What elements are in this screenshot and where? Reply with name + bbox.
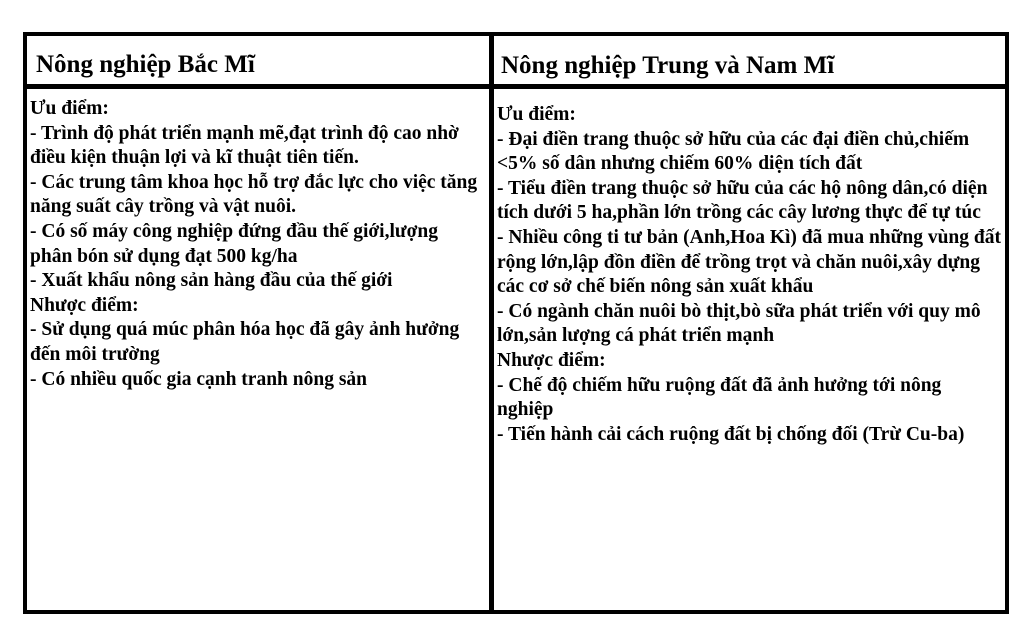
- list-item: - Có nhiều quốc gia cạnh tranh nông sản: [30, 368, 368, 390]
- list-item: - Trình độ phát triển mạnh mẽ,đạt trình độ cao nhờ điều kiện thuận lợi và kĩ thuật tiên tiến.: [30, 122, 459, 169]
- column-divider: [489, 32, 494, 614]
- cell-north-america: [30, 97, 485, 392]
- cell-central-south-america: [497, 103, 1002, 447]
- list-item: - Đại điền trang thuộc sở hữu của các đại điền chủ,chiếm <5% số dân nhưng chiếm 60% diện tích đất: [497, 128, 970, 175]
- advantages-label: Ưu điểm:: [497, 104, 576, 125]
- disadvantages-label: Nhược điểm:: [497, 349, 606, 371]
- list-item: - Có số máy công nghiệp đứng đầu thế giới,lượng phân bón sử dụng đạt 500 kg/ha: [30, 220, 438, 267]
- list-item: - Tiểu điền trang thuộc sở hữu của các hộ nông dân,có diện tích dưới 5 ha,phần lớn trồng các cây lương thực để tự túc: [497, 177, 988, 224]
- list-item: - Tiến hành cải cách ruộng đất bị chống đối (Trừ Cu-ba): [497, 423, 965, 445]
- header-north-america: Nông nghiệp Bắc Mĩ: [36, 51, 255, 78]
- advantages-label: Ưu điểm:: [30, 98, 109, 119]
- list-item: - Sử dụng quá múc phân hóa học đã gây ảnh hưởng đến môi trường: [30, 319, 460, 365]
- list-item: - Chế độ chiếm hữu ruộng đất đã ảnh hưởng tới nông nghiệp: [497, 374, 942, 421]
- list-item: - Có ngành chăn nuôi bò thịt,bò sữa phát triển với quy mô lớn,sản lượng cá phát triển mạnh: [497, 300, 981, 347]
- list-item: - Các trung tâm khoa học hỗ trợ đắc lực cho việc tăng năng suất cây trồng và vật nuôi.: [30, 171, 478, 218]
- list-item: - Nhiều công ti tư bản (Anh,Hoa Kì) đã mua những vùng đất rộng lớn,lập đồn điền để trồng trọt và chăn nuôi,xây dựng các cơ sở chế biến nông sản xuất khẩu: [497, 226, 1001, 298]
- header-central-south-america: Nông nghiệp Trung và Nam Mĩ: [501, 52, 835, 79]
- header-row-divider: [23, 84, 1009, 89]
- disadvantages-label: Nhược điểm:: [30, 294, 139, 316]
- list-item: - Xuất khẩu nông sản hàng đầu của thế giới: [30, 270, 393, 292]
